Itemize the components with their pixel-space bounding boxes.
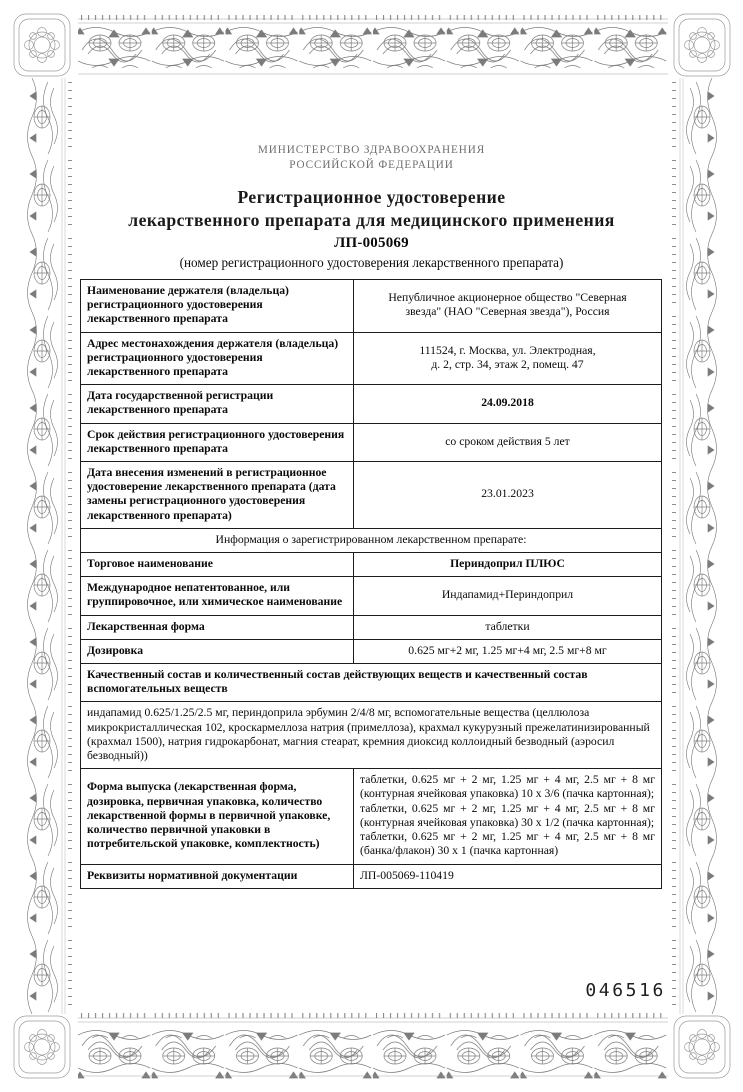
corner-rosette-bottom-left-icon bbox=[8, 1010, 76, 1084]
holder-name-value-line-1: Непубличное акционерное общество "Северная bbox=[388, 291, 627, 305]
validity-period-value: со сроком действия 5 лет bbox=[354, 423, 662, 461]
table-row bbox=[81, 664, 662, 702]
holder-name-value bbox=[354, 280, 662, 333]
registration-number-caption: (номер регистрационного удостоверения лекарственного препарата) bbox=[179, 255, 564, 270]
trade-name-value: Периндоприл ПЛЮС bbox=[354, 553, 662, 577]
table-row bbox=[81, 280, 662, 333]
release-form-value-line-2: таблетки, 0.625 мг + 2 мг, 1.25 мг + 4 мг, 2.5 мг + 8 мг (контурная ячейковая упаковка) 30 х 1/2 (пачка картонная); bbox=[360, 801, 655, 829]
table-row bbox=[81, 864, 662, 888]
validity-period-label: Срок действия регистрационного удостоверения лекарственного препарата bbox=[81, 423, 354, 461]
guilloche-band-top-icon bbox=[78, 10, 668, 82]
page-title-line-1: Регистрационное удостоверение bbox=[237, 187, 506, 207]
table-row bbox=[81, 769, 662, 864]
registration-date-value: 24.09.2018 bbox=[354, 385, 662, 423]
table-row bbox=[81, 462, 662, 529]
ministry-line-1: МИНИСТЕРСТВО ЗДРАВООХРАНЕНИЯ bbox=[257, 144, 486, 156]
holder-address-value-line-2: д. 2, стр. 34, этаж 2, помещ. 47 bbox=[431, 357, 584, 371]
trade-name-label: Торговое наименование bbox=[81, 553, 354, 577]
table-row bbox=[81, 639, 662, 663]
table-row bbox=[81, 528, 662, 552]
table-row bbox=[81, 702, 662, 769]
release-form-value-line-3: таблетки, 0.625 мг + 2 мг, 1.25 мг + 4 мг, 2.5 мг + 8 мг (банка/флакон) 30 х 1 (пачка картонная) bbox=[360, 830, 655, 858]
table-row bbox=[81, 577, 662, 615]
table-row bbox=[81, 385, 662, 423]
registration-number: ЛП-005069 bbox=[334, 235, 409, 251]
holder-address-value bbox=[354, 332, 662, 385]
amendment-date-label: Дата внесения изменений в регистрационное удостоверение лекарственного препарата (дата замены регистрационного удостоверения лекарственного препарата) bbox=[81, 462, 354, 529]
dosage-form-label: Лекарственная форма bbox=[81, 615, 354, 639]
ministry-header bbox=[0, 143, 743, 172]
amendment-date-value: 23.01.2023 bbox=[354, 462, 662, 529]
strength-label: Дозировка bbox=[81, 639, 354, 663]
section-header-registered-product: Информация о зарегистрированном лекарственном препарате: bbox=[81, 528, 662, 552]
corner-rosette-top-left-icon bbox=[8, 8, 76, 82]
normative-doc-value: ЛП-005069-110419 bbox=[354, 864, 662, 888]
ministry-line-2: РОССИЙСКОЙ ФЕДЕРАЦИИ bbox=[289, 158, 454, 171]
holder-address-value-line-1: 111524, г. Москва, ул. Электродная, bbox=[419, 343, 596, 357]
normative-doc-label: Реквизиты нормативной документации bbox=[81, 864, 354, 888]
corner-rosette-bottom-right-icon bbox=[668, 1010, 736, 1084]
table-row bbox=[81, 423, 662, 461]
release-form-value bbox=[354, 769, 662, 864]
guilloche-band-bottom-icon bbox=[78, 1010, 668, 1082]
holder-address-label: Адрес местонахождения держателя (владельца) регистрационного удостоверения лекарственного препарата bbox=[81, 332, 354, 385]
inn-name-label: Международное непатентованное, или группировочное, или химическое наименование bbox=[81, 577, 354, 615]
release-form-value-line-1: таблетки, 0.625 мг + 2 мг, 1.25 мг + 4 мг, 2.5 мг + 8 мг (контурная ячейковая упаковка) 10 х 3/6 (пачка картонная); bbox=[360, 773, 655, 801]
document-title-block bbox=[0, 186, 743, 271]
corner-rosette-top-right-icon bbox=[668, 8, 736, 82]
release-form-label: Форма выпуска (лекарственная форма, дозировка, первичная упаковка, количество лекарственной формы в первичной упаковке, количество первичной упаковки в потребительской упаковке, комплектность) bbox=[81, 769, 354, 864]
composition-header: Качественный состав и количественный состав действующих веществ и качественный состав вспомогательных веществ bbox=[81, 664, 662, 702]
registration-date-label: Дата государственной регистрации лекарственного препарата bbox=[81, 385, 354, 423]
registration-details-table bbox=[80, 279, 662, 889]
page-title-line-2: лекарственного препарата для медицинского применения bbox=[128, 210, 615, 230]
serial-number: 046516 bbox=[585, 980, 666, 1001]
holder-name-value-line-2: звезда" (НАО "Северная звезда"), Россия bbox=[405, 305, 610, 319]
inn-name-value: Индапамид+Периндоприл bbox=[354, 577, 662, 615]
composition-body: индапамид 0.625/1.25/2.5 мг, периндоприла эрбумин 2/4/8 мг, вспомогательные вещества (целлюлоза микрокристаллическая 102, кроскармеллоза натрия (примеллоза), крахмал кукурузный прежелатинизированный (крахмал 1500), натрия гидрокарбонат, магния стеарат, кремния диоксид коллоидный безводный (аэросил безводный)) bbox=[81, 702, 662, 769]
holder-name-label: Наименование держателя (владельца) регистрационного удостоверения лекарственного препарата bbox=[81, 280, 354, 333]
dosage-form-value: таблетки bbox=[354, 615, 662, 639]
strength-value: 0.625 мг+2 мг, 1.25 мг+4 мг, 2.5 мг+8 мг bbox=[354, 639, 662, 663]
table-row bbox=[81, 553, 662, 577]
table-row bbox=[81, 332, 662, 385]
table-row bbox=[81, 615, 662, 639]
